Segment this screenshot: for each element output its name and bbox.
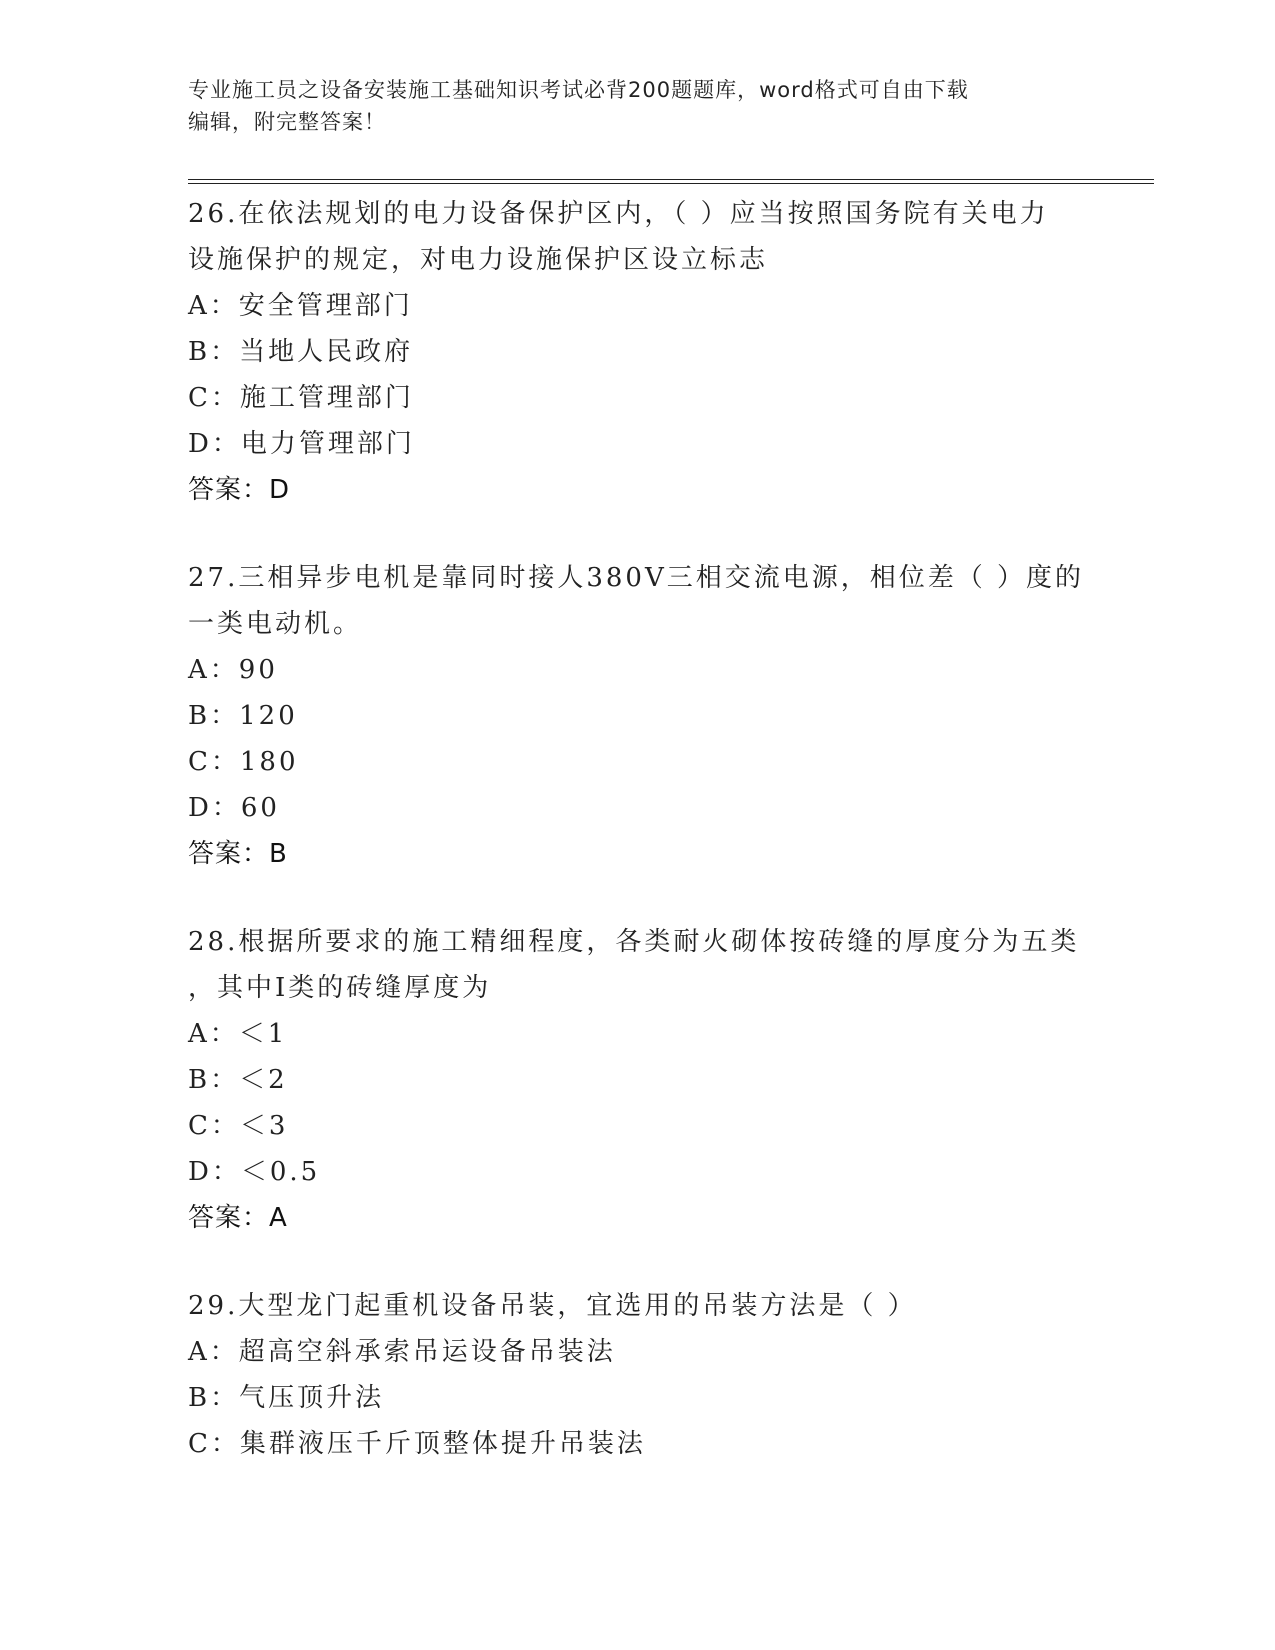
option-c: C：180 <box>188 747 299 777</box>
header-divider-top <box>188 179 1154 180</box>
option-a: A：安全管理部门 <box>188 291 413 321</box>
option-c: C：施工管理部门 <box>188 383 414 413</box>
question-stem-line-2: ，其中Ⅰ类的砖缝厚度为 <box>188 973 492 1003</box>
option-c: C：集群液压千斤顶整体提升吊装法 <box>188 1429 646 1459</box>
question-stem-line-1: 29.大型龙门起重机设备吊装，宜选用的吊装方法是（ ） <box>188 1291 917 1321</box>
option-a: A：90 <box>188 655 278 685</box>
question-spacer <box>188 513 1088 555</box>
question-stem-line-2: 设施保护的规定，对电力设施保护区设立标志 <box>188 245 769 275</box>
option-b: B：气压顶升法 <box>188 1383 385 1413</box>
question-stem-line-1: 26.在依法规划的电力设备保护区内，（ ）应当按照国务院有关电力 <box>188 199 1049 229</box>
option-b: B：当地人民政府 <box>188 337 414 367</box>
answer-line: 答案：A <box>188 1203 288 1233</box>
question-29 <box>188 1283 1088 1467</box>
header-line-1: 专业施工员之设备安装施工基础知识考试必背200题题库，word格式可自由下载 <box>188 78 969 102</box>
answer-line: 答案：D <box>188 475 291 505</box>
option-d: D：60 <box>188 793 280 823</box>
option-b: B：120 <box>188 701 298 731</box>
question-28 <box>188 919 1088 1241</box>
question-stem-line-1: 28.根据所要求的施工精细程度，各类耐火砌体按砖缝的厚度分为五类 <box>188 927 1080 957</box>
question-27 <box>188 555 1088 877</box>
question-spacer <box>188 1241 1088 1283</box>
question-stem-line-2: 一类电动机。 <box>188 609 363 639</box>
question-26 <box>188 191 1088 513</box>
header-divider-bottom <box>188 183 1154 184</box>
option-c: C：＜3 <box>188 1111 289 1141</box>
option-d: D：＜0.5 <box>188 1157 321 1187</box>
option-a: A：＜1 <box>188 1019 288 1049</box>
option-a: A：超高空斜承索吊运设备吊装法 <box>188 1337 616 1367</box>
question-list <box>188 191 1088 1467</box>
answer-line: 答案：B <box>188 839 288 869</box>
header-line-2: 编辑，附完整答案！ <box>188 110 386 134</box>
option-d: D：电力管理部门 <box>188 429 415 459</box>
document-header <box>188 74 1088 138</box>
option-b: B：＜2 <box>188 1065 288 1095</box>
question-spacer <box>188 877 1088 919</box>
question-stem-line-1: 27.三相异步电机是靠同时接人380V三相交流电源，相位差（ ）度的 <box>188 563 1085 593</box>
